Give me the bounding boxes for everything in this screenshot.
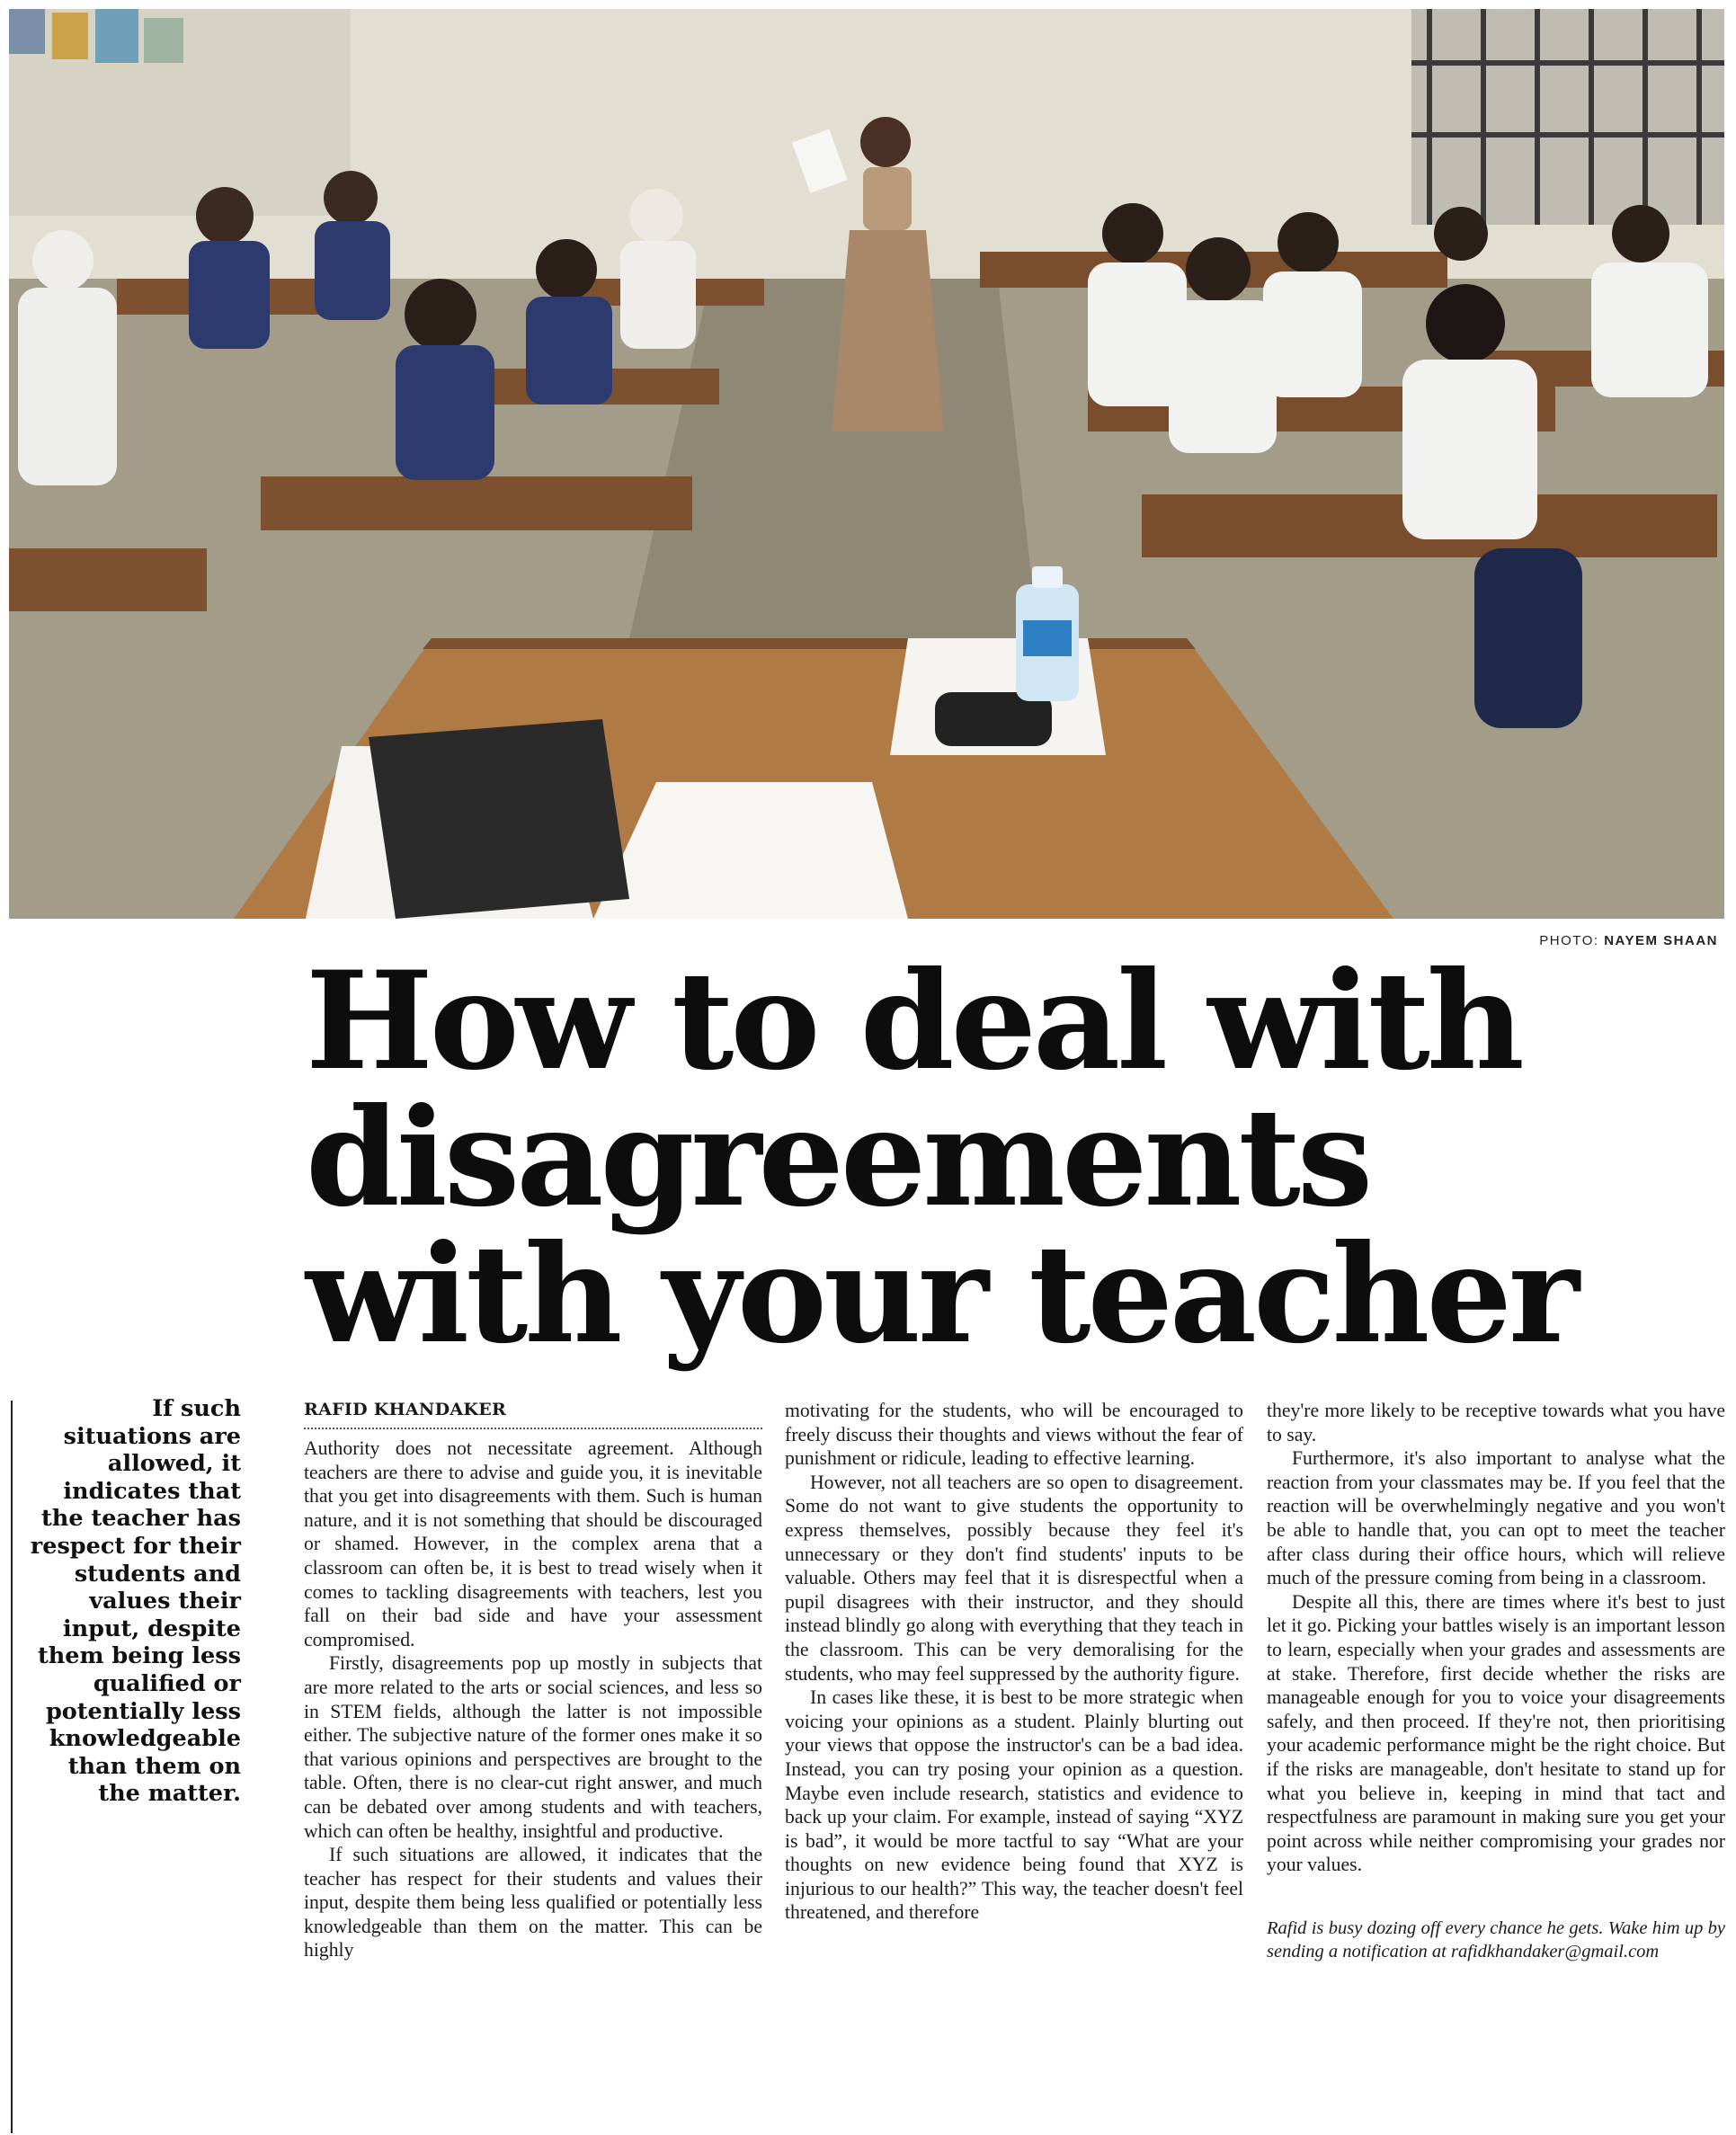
- byline: RAFID KHANDAKER: [304, 1399, 762, 1429]
- poster-2: [52, 13, 88, 59]
- poster-4: [144, 18, 183, 63]
- paragraph: motivating for the students, who will be encouraged to freely discuss their thoughts and views without the fear of punishment or ridicule, leading to effective learning.: [785, 1400, 1243, 1470]
- classroom-illustration: [9, 9, 1724, 919]
- paragraph: If such situations are allowed, it indicates that the teacher has respect for their students and values their input, despite them being less qualified or potentially less knowledgeable than them on the matter. This can be highly: [304, 1844, 762, 1962]
- poster-3: [95, 9, 138, 63]
- photo-credit-name: NAYEM SHAAN: [1604, 933, 1718, 948]
- body-column-3: [1267, 1399, 1725, 1963]
- paragraph: In cases like these, it is best to be more strategic when voicing your opinions as a student. Plainly blurting out your views that oppose the instructor's can be a bad idea. Instead, you can try posing your opinion as a question. Maybe even include research, statistics and evidence to back up your claim. For example, instead of saying “XYZ is bad”, it would be more tactful to say “What are your thoughts on new evidence being found that XYZ is injurious to our health?” This way, the teacher doesn't feel threatened, and therefore: [785, 1686, 1243, 1924]
- author-bio: [1267, 1917, 1725, 1963]
- paragraph: they're more likely to be receptive towards what you have to say.: [1267, 1400, 1725, 1446]
- headline: How to deal with disagreements with your teacher: [306, 942, 1576, 1374]
- paragraph: Despite all this, there are times where it's best to just let it go. Picking your battles wisely is an important lesson to learn, especially when your grades and assessments are at stake. Therefore, first decide whether the risks are manageable enough for you to voice your disagreements safely, and then proceed. If they're not, then prioritising your academic performance might be the right choice. But if the risks are manageable, don't hesitate to stand up for what you believe in, keeping in mind that tact and respectfulness are paramount in making sure you get your point across while neither compromising your grades nor your values.: [1267, 1590, 1725, 1876]
- paragraph: Firstly, disagreements pop up mostly in subjects that are more related to the arts or social sciences, and less so in STEM fields, although the latter is not impossible either. The subjective nature of the former ones make it so that various opinions and perspectives are brought to the table. Often, there is no clear-cut right answer, and much can be debated over among students and with teachers, which can often be healthy, insightful and productive.: [304, 1652, 762, 1842]
- author-bio-text: Rafid is busy dozing off every chance he gets. Wake him up by sending a notification at: [1267, 1917, 1725, 1962]
- pull-quote: If such situations are allowed, it indicates that the teacher has respect for their students and values their input, despite them being less qualified or potentially less knowledgeable than them on the matter.: [30, 1395, 241, 1808]
- poster-1: [9, 9, 45, 54]
- paragraph: However, not all teachers are so open to disagreement. Some do not want to give students the opportunity to express themselves, possibly because they feel it's unnecessary or they don't find students' inputs to be valuable. Others may feel that it is disrespectful when a pupil disagrees with their instructor, and they should instead blindly go along with everything that they teach in the classroom. This can be very demoralising for the students, who may feel suppressed by the authority figure.: [785, 1471, 1243, 1685]
- paragraph: Furthermore, it's also important to analyse what the reaction from your classmates may be. If you feel that the reaction will be overwhelmingly negative and you won't be able to handle that, you can opt to meet the teacher after class during their office hours, which will relieve much of the pressure coming from being in a classroom.: [1267, 1447, 1725, 1589]
- photo-credit-prefix: PHOTO:: [1539, 933, 1599, 948]
- photo-credit: [1539, 933, 1718, 948]
- author-email[interactable]: rafidkhandaker@gmail.com: [1451, 1941, 1660, 1962]
- body-column-1: [304, 1399, 762, 1962]
- window: [1411, 9, 1724, 225]
- body-column-2: [785, 1399, 1243, 1925]
- classroom-photo: [9, 9, 1724, 919]
- pull-quote-rule: [11, 1401, 13, 2133]
- notebook: [369, 719, 629, 919]
- paragraph: Authority does not necessitate agreement. Although teachers are there to advise and guide you, it is inevitable that you get into disagreements with them. Such is human nature, and it is not something that should be discouraged or shamed. However, in the complex arena that a classroom can often be, it is best to tread wisely when it comes to tackling disagreements with teachers, lest you fall on their bad side and have your assessment compromised.: [304, 1437, 762, 1650]
